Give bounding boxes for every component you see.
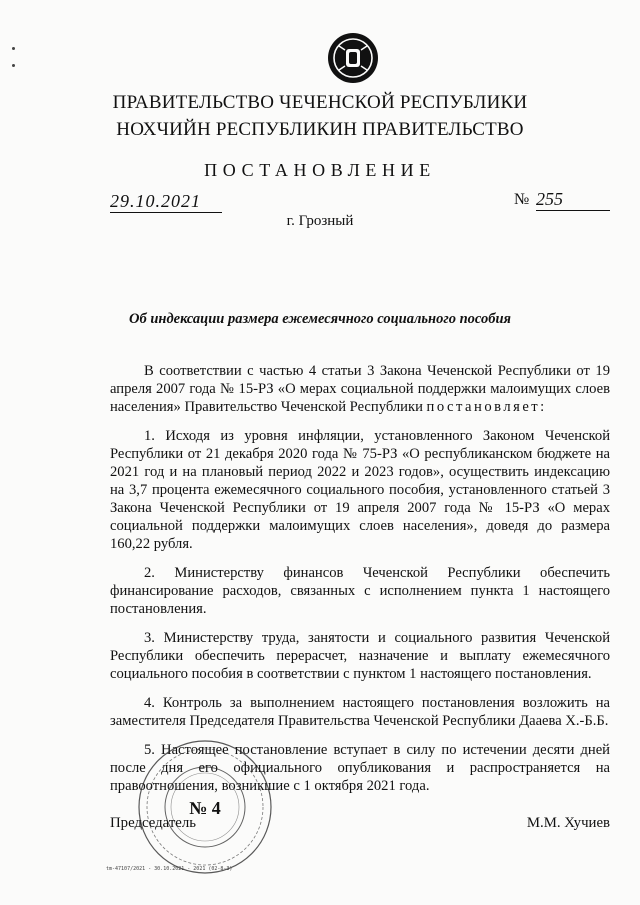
government-seal-icon xyxy=(136,738,274,876)
decree-city: г. Грозный xyxy=(286,213,354,229)
document-type-title: ПОСТАНОВЛЕНИЕ xyxy=(204,160,436,180)
decree-date: 29.10.2021 xyxy=(110,190,222,213)
government-name-ru: ПРАВИТЕЛЬСТВО ЧЕЧЕНСКОЙ РЕСПУБЛИКИ xyxy=(112,92,528,113)
signatory-name: М.М. Хучиев xyxy=(526,815,610,831)
decree-number-label: № xyxy=(514,191,530,208)
signatory-title: Председатель xyxy=(110,815,196,831)
seal-number: № 4 xyxy=(189,798,221,818)
item-4: 4. Контроль за выполнением настоящего постановления возложить на заместителя Председателя Правительства Чеченской Республики Дааева Х.-Б.Б. xyxy=(110,695,610,729)
footer-code: tm-47107/2021 - 30.10.2021 - 2021 (02-8-3) xyxy=(106,866,233,872)
chechen-republic-emblem-icon xyxy=(327,32,379,84)
preamble-verb: постановляет: xyxy=(426,399,547,415)
government-name-ce: НОХЧИЙН РЕСПУБЛИКИН ПРАВИТЕЛЬСТВО xyxy=(116,119,524,140)
scan-dot xyxy=(12,64,15,67)
scan-dot xyxy=(12,47,15,50)
item-3: 3. Министерству труда, занятости и социального развития Чеченской Республики обеспечить перерасчет, назначение и выплату ежемесячного социального пособия в соответствии с пунктом 1 настоящего постановления. xyxy=(110,630,610,682)
decree-number: 255 xyxy=(536,188,610,211)
decree-subject: Об индексации размера ежемесячного социального пособия xyxy=(129,311,511,327)
preamble-paragraph xyxy=(110,362,610,416)
item-1: 1. Исходя из уровня инфляции, установленного Законом Чеченской Республики от 21 декабря 2020 года № 75-РЗ «О республиканском бюджете на 2021 год и на плановый период 2022 и 2023 годов», осуществить индексацию на 3,7 процента ежемесячного социального пособия, установленного статьей 3 Закона Чеченской Республики от 19 апреля 2007 года № 15-РЗ «О мерах социальной поддержки малоимущих слоев населения», доведя до размера 160,22 рубля. xyxy=(110,428,610,552)
item-2: 2. Министерству финансов Чеченской Республики обеспечить финансирование расходов, связанных с исполнением пункта 1 настоящего постановления. xyxy=(110,565,610,617)
preamble-text: В соответствии с частью 4 статьи 3 Закона Чеченской Республики от 19 апреля 2007 года № 15-РЗ «О мерах социальной поддержки малоимущих слоев населения» Правительство Чеченской Республики xyxy=(110,363,610,415)
item-5: 5. Настоящее постановление вступает в силу по истечении десяти дней после дня его официального опубликования и распространяется на правоотношения, возникшие с 1 октября 2021 года. xyxy=(110,742,610,794)
